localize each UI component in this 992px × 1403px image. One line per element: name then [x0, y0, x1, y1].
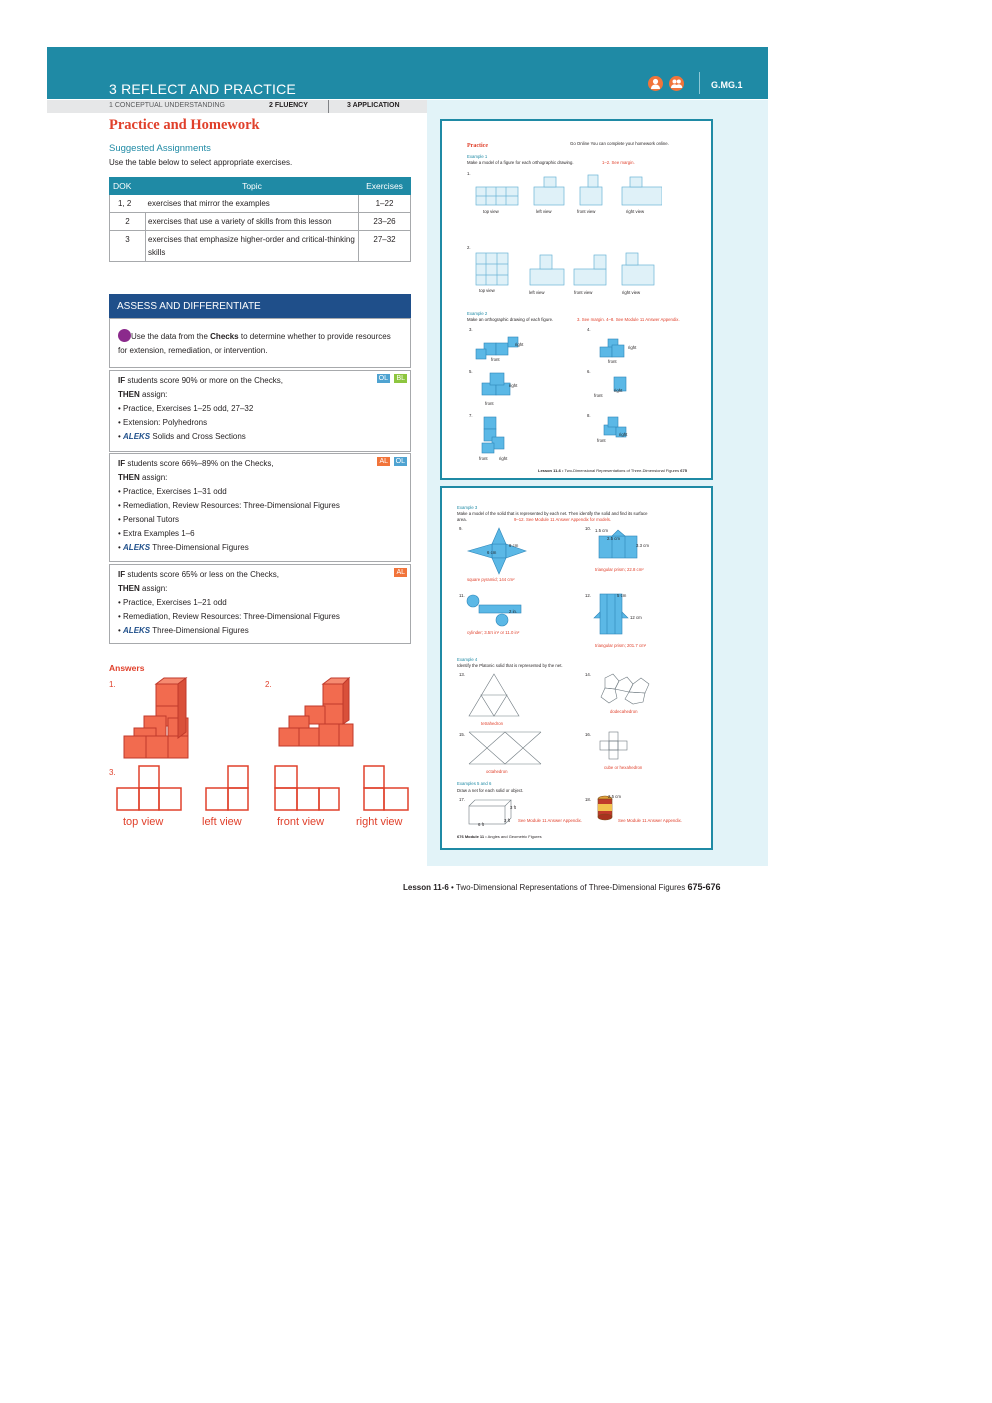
assign-item: Remediation, Review Resources: Three-Dimensional Figures [123, 501, 340, 510]
suggested-assignments-heading: Suggested Assignments [109, 143, 211, 154]
p2-m17b: 6 ft [478, 822, 484, 827]
p2-pyramid-net [464, 526, 534, 576]
assign-item: Personal Tutors [123, 515, 180, 524]
p2-m12a: 5 cm [617, 593, 627, 598]
aleks-logo: ALEKS [123, 626, 151, 635]
table-row [110, 231, 411, 262]
p2-footer [457, 834, 542, 839]
p2-footer-module: Module 11 [464, 834, 485, 839]
answer-num: 1. [109, 680, 116, 689]
p1-ex2-task: Make an orthographic drawing of each figure. [467, 317, 554, 322]
if-label: IF [118, 570, 126, 579]
p1-view: top view [483, 209, 499, 214]
if-label: IF [118, 459, 126, 468]
p1-num: 6. [587, 369, 591, 374]
section-title: 3 REFLECT AND PRACTICE [109, 81, 296, 97]
p2-m10a: 1.5 cm [595, 528, 608, 533]
p2-a14: dodecahedron [610, 709, 638, 714]
p2-ex56-task: Draw a net for each solid or object. [457, 788, 524, 793]
tab-fluency[interactable]: 2 FLUENCY [269, 102, 308, 109]
footer-lesson: Lesson 11-6 [403, 883, 449, 892]
p2-num: 9. [459, 526, 463, 531]
p1-num: 8. [587, 413, 591, 418]
intro-c: to determine whether to provide resources for extension, remediation, or intervention. [118, 332, 391, 355]
p1-footer-page: 675 [680, 468, 687, 473]
p2-m11: 2 in. [509, 609, 518, 614]
student-page-675 [440, 119, 713, 480]
p1-practice: Practice [467, 143, 488, 149]
p1-num: 5. [469, 369, 473, 374]
p1-view: top view [479, 288, 495, 293]
p1-view: right view [622, 290, 641, 295]
p1-views-row2 [472, 251, 662, 287]
cell-topic: exercises that emphasize higher-order and critical-thinking skills [146, 231, 359, 262]
student-page-676 [440, 486, 713, 850]
checks-icon [118, 329, 131, 342]
p2-a12: triangular prism; 201.7 cm² [595, 643, 647, 648]
assign-item: Practice, Exercises 1–21 odd [123, 598, 227, 607]
p1-right: right [628, 345, 637, 350]
p1-n1: 1. [467, 171, 471, 176]
view-label: left view [202, 816, 242, 828]
assess-block-1: IF students score 90% or more on the Checks, THEN assign: • Practice, Exercises 1–25 odd, 27–32 • Extension: Polyhedrons • ALEKS Solids and Cross Sections OL BL [109, 370, 411, 452]
badge-al: AL [396, 569, 405, 576]
p2-num: 14. [585, 672, 591, 677]
view-label: right view [356, 816, 403, 828]
group-icon [669, 76, 684, 91]
p1-view: front view [577, 209, 596, 214]
student-icon [648, 76, 663, 91]
practice-title: Practice and Homework [109, 117, 260, 133]
assign-label: assign: [142, 473, 168, 482]
p1-ex1: Example 1 [467, 154, 488, 159]
view-label: top view [123, 816, 164, 828]
p2-dodecahedron-net [595, 672, 659, 706]
intro-checks: Checks [210, 332, 239, 341]
col-topic: Topic [146, 178, 359, 195]
badge-ol: OL [395, 458, 405, 465]
p2-m17a: 3 ft [510, 805, 516, 810]
footer-pages: 675-676 [687, 882, 721, 892]
p2-m9b: 6 cm [487, 550, 497, 555]
assess-heading [109, 294, 411, 318]
p1-view: left view [529, 290, 545, 295]
p2-num: 11. [459, 593, 465, 598]
p2-ex3-ans: 9–12. See Module 11 Answer Appendix for models. [514, 517, 612, 522]
standard-code: G.MG.1 [711, 80, 743, 90]
p1-ex2-ans: 3. See margin. 4–8. See Module 11 Answer Appendix. [577, 317, 680, 322]
p1-goonline: Go Online You can complete your homework online. [570, 141, 669, 146]
p1-views-row1 [472, 173, 662, 207]
table-row [110, 195, 411, 213]
p1-ex2: Example 2 [467, 311, 488, 316]
aleks-logo: ALEKS [123, 432, 151, 441]
p1-right: right [614, 388, 623, 393]
p2-num: 17. [459, 797, 465, 802]
p1-n2: 2. [467, 245, 471, 250]
p1-front: front [594, 393, 603, 398]
header-divider [699, 72, 700, 94]
assess-block-2: IF students score 66%–89% on the Checks, THEN assign: • Practice, Exercises 1–31 odd • Remediation, Review Resources: Three-Dimensional Figures • Personal Tutors • Extra Examples 1–6 • ALEKS Three-Dimensional Figures AL OL [109, 453, 411, 562]
p2-prism-net-12 [592, 592, 632, 640]
footer-text: • Two-Dimensional Representations of Three-Dimensional Figures [451, 883, 686, 892]
p2-m12b: 12 cm [630, 615, 642, 620]
view-label: front view [277, 816, 325, 828]
assess-block-3: IF students score 65% or less on the Checks, THEN assign: • Practice, Exercises 1–21 odd • Remediation, Review Resources: Three-Dimensional Figures • ALEKS Three-Dimensional Figures AL [109, 564, 411, 644]
assign-label: assign: [142, 584, 168, 593]
intro-a: Use the data from the [131, 332, 211, 341]
answer-num: 3. [109, 768, 116, 777]
answers-title: Answers [109, 663, 145, 673]
p1-num: 7. [469, 413, 473, 418]
p2-num: 18. [585, 797, 591, 802]
cell-ex: 27–32 [359, 231, 411, 262]
p1-num: 3. [469, 327, 473, 332]
col-exercises: Exercises [359, 178, 411, 195]
badge-bl: BL [396, 375, 405, 382]
p1-front: front [608, 359, 617, 364]
p2-tetrahedron-net [467, 672, 522, 718]
badge-al: AL [379, 458, 388, 465]
p1-footer-title: • Two-Dimensional Representations of Three-Dimensional Figures [562, 468, 680, 473]
if-text: students score 90% or more on the Checks, [127, 376, 283, 385]
p2-m18: 2.5 cm [608, 794, 621, 799]
if-label: IF [118, 376, 126, 385]
p1-ex1-task: Make a model of a figure for each orthographic drawing. [467, 160, 574, 165]
col-dok: DOK [110, 178, 146, 195]
aleks-logo: ALEKS [123, 543, 151, 552]
assess-intro [109, 318, 411, 368]
then-label: THEN [118, 473, 140, 482]
p1-view: front view [574, 290, 593, 295]
p2-ex3: Example 3 [457, 505, 478, 510]
p2-a10: triangular prism; 22.8 cm² [595, 567, 644, 572]
tab-application[interactable]: 3 APPLICATION [347, 102, 400, 109]
header-bar [47, 47, 768, 99]
p2-footer-title: • Angles and Geometric Figures [485, 834, 542, 839]
assign-item: Extra Examples 1–6 [123, 529, 195, 538]
p2-a9: square pyramid; 144 cm² [467, 577, 515, 582]
p2-a17: See Module 11 Answer Appendix. [518, 818, 582, 823]
p1-front: front [485, 401, 494, 406]
p1-front: front [491, 357, 500, 362]
p2-m10c: 3.3 cm [636, 543, 649, 548]
assign-item: Remediation, Review Resources: Three-Dimensional Figures [123, 612, 340, 621]
assign-item: Practice, Exercises 1–31 odd [123, 487, 227, 496]
p1-front: front [597, 438, 606, 443]
p1-view: right view [626, 209, 645, 214]
if-text: students score 65% or less on the Checks, [127, 570, 279, 579]
cell-ex: 23–26 [359, 213, 411, 231]
p1-footer [538, 468, 687, 473]
p2-a16: cube or hexahedron [604, 765, 643, 770]
tab-divider [328, 100, 329, 113]
aleks-item: Three-Dimensional Figures [152, 543, 249, 552]
answer-num: 2. [265, 680, 272, 689]
p1-num: 4. [587, 327, 591, 332]
cell-dok: 3 [110, 231, 146, 262]
p2-num: 13. [459, 672, 465, 677]
assign-item: Extension: Polyhedrons [123, 418, 208, 427]
cell-topic: exercises that use a variety of skills from this lesson [146, 213, 359, 231]
p2-a15: octahedron [486, 769, 508, 774]
answer-2-model [275, 676, 360, 751]
answer-1-model [120, 676, 200, 761]
cell-ex: 1–22 [359, 195, 411, 213]
dok-table [109, 177, 411, 262]
page-footer [403, 882, 720, 892]
p2-ex4-task: Identify the Platonic solid that is represented by the net. [457, 663, 563, 668]
cell-dok: 2 [110, 213, 146, 231]
cell-topic: exercises that mirror the examples [146, 195, 359, 213]
p1-right: right [619, 432, 628, 437]
p1-cube-figures [472, 331, 712, 461]
then-label: THEN [118, 390, 140, 399]
p2-m10b: 2.5 cm [607, 536, 620, 541]
badge-ol: OL [378, 375, 388, 382]
p2-ex56: Examples 5 and 6 [457, 781, 492, 786]
p1-right: right [509, 383, 518, 388]
p2-ex3-task: Make a model of the solid that is represented by each net. Then identify the solid and find its surface area. [457, 511, 648, 522]
aleks-item: Solids and Cross Sections [152, 432, 246, 441]
p2-m17a-2: 3 ft [504, 818, 510, 823]
p2-a18: See Module 11 Answer Appendix. [618, 818, 682, 823]
p1-right: right [515, 342, 524, 347]
table-row [110, 213, 411, 231]
assignments-desc: Use the table below to select appropriate exercises. [109, 158, 293, 167]
p2-num: 16. [585, 732, 591, 737]
p2-footer-page: 676 [457, 834, 464, 839]
answer-3-views [115, 764, 415, 812]
lesson-tabs [47, 100, 427, 113]
p2-ex4: Example 4 [457, 657, 478, 662]
if-text: students score 66%–89% on the Checks, [127, 459, 274, 468]
p2-a13: tetrahedron [481, 721, 503, 726]
aleks-item: Three-Dimensional Figures [152, 626, 249, 635]
table-header [110, 178, 411, 195]
assess-title: ASSESS AND DIFFERENTIATE [117, 301, 261, 312]
p2-octahedron-net [467, 728, 547, 768]
assign-item: Practice, Exercises 1–25 odd, 27–32 [123, 404, 254, 413]
then-label: THEN [118, 584, 140, 593]
assign-label: assign: [142, 390, 168, 399]
p2-m9a: 9 cm [509, 543, 519, 548]
p1-view: left view [536, 209, 552, 214]
p2-num: 15. [459, 732, 465, 737]
p1-footer-lesson: Lesson 11-6 [538, 468, 561, 473]
p1-right: right [499, 456, 508, 461]
p2-num: 10. [585, 526, 591, 531]
p1-front: front [479, 456, 488, 461]
p2-a11: cylinder; 3.5π in² or 11.0 in² [467, 630, 520, 635]
p2-cube-net [595, 730, 635, 760]
tab-conceptual[interactable]: 1 CONCEPTUAL UNDERSTANDING [109, 102, 225, 109]
cell-dok: 1, 2 [110, 195, 146, 213]
p2-num: 12. [585, 593, 591, 598]
p1-ex1-ans: 1–2. See margin. [602, 160, 635, 165]
